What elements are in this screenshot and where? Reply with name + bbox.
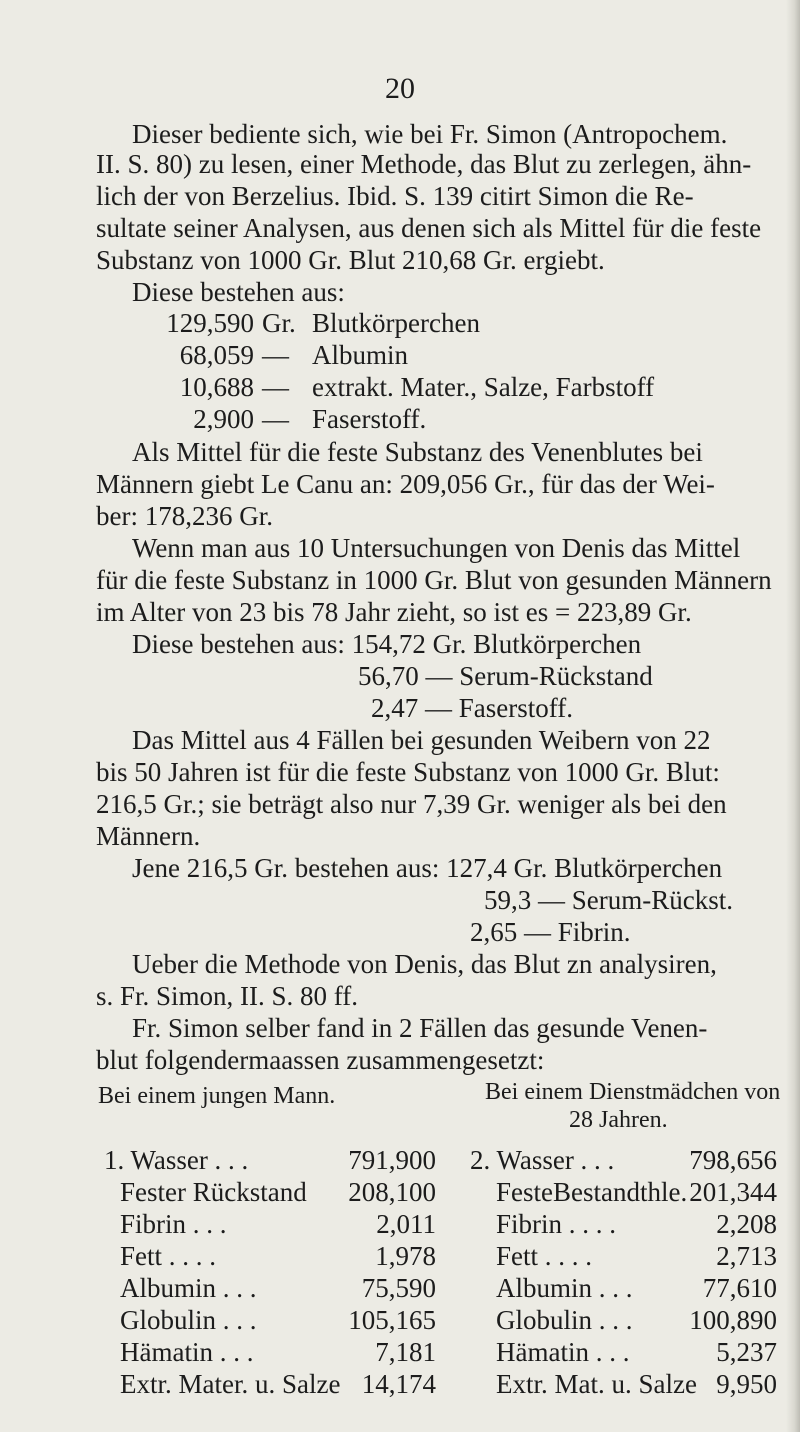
text-line: Männern giebt Le Canu an: 209,056 Gr., für das der Wei- — [96, 469, 715, 499]
table-row-value: 77,610 — [702, 1273, 777, 1303]
text-line: Dieser bediente sich, wie bei Fr. Simon (Antropochem. — [132, 119, 728, 149]
list-value: 129,590 — [166, 308, 254, 338]
text-line: ber: 178,236 Gr. — [96, 501, 273, 531]
text-line: lich der von Berzelius. Ibid. S. 139 citirt Simon die Re- — [96, 181, 694, 211]
table-row-label: Extr. Mat. u. Salze — [496, 1369, 697, 1399]
table-row-label: Hämatin . . . — [120, 1337, 254, 1367]
text-line: II. S. 80) zu lesen, einer Methode, das Blut zu zerlegen, ähn- — [96, 149, 752, 179]
table-row-label: Hämatin . . . — [496, 1337, 630, 1367]
list-label: Blutkörperchen — [312, 308, 480, 338]
list-label: extrakt. Mater., Salze, Farbstoff — [312, 372, 655, 402]
text-line: Ueber die Methode von Denis, das Blut zn analysiren, — [132, 949, 717, 979]
list-dash: — — [262, 340, 289, 370]
text-line: Als Mittel für die feste Substanz des Venenblutes bei — [132, 437, 703, 467]
table-header-right: Bei einem Dienstmädchen von — [485, 1079, 781, 1105]
table-row-label: Albumin . . . — [120, 1273, 257, 1303]
text-line: sultate seiner Analysen, aus denen sich als Mittel für die feste — [96, 213, 762, 243]
list-label: Faserstoff. — [312, 404, 427, 434]
table-row-value: 5,237 — [716, 1337, 777, 1367]
table-row-label: Fester Rückstand — [120, 1177, 307, 1207]
table-header-right-sub: 28 Jahren. — [569, 1107, 668, 1133]
table-row-label: Extr. Mater. u. Salze — [120, 1369, 341, 1399]
list-value: 10,688 — [179, 372, 254, 402]
table-header-left: Bei einem jungen Mann. — [98, 1083, 336, 1109]
table-row-label: Globulin . . . — [120, 1305, 257, 1335]
text-line: 216,5 Gr.; sie beträgt also nur 7,39 Gr. weniger als bei den — [96, 789, 727, 819]
list-value: 68,059 — [179, 340, 254, 370]
text-line: im Alter von 23 bis 78 Jahr zieht, so ist es = 223,89 Gr. — [96, 597, 692, 627]
text-line: 56,70 — Serum-Rückstand — [358, 661, 653, 691]
text-line: für die feste Substanz in 1000 Gr. Blut von gesunden Männern — [96, 565, 772, 595]
table-row-value: 105,165 — [348, 1305, 436, 1335]
table-row-value: 75,590 — [361, 1273, 436, 1303]
text-line: 2,47 — Faserstoff. — [371, 693, 573, 723]
text-line: blut folgendermaassen zusammengesetzt: — [96, 1045, 545, 1075]
page-number: 20 — [385, 72, 415, 105]
text-line: s. Fr. Simon, II. S. 80 ff. — [96, 981, 359, 1011]
table-row-value: 791,900 — [348, 1145, 436, 1175]
list-dash: — — [262, 372, 289, 402]
table-row-value: 201,344 — [689, 1177, 777, 1207]
text-line: Diese bestehen aus: 154,72 Gr. Blutkörperchen — [132, 629, 642, 659]
table-row-value: 2,208 — [716, 1209, 777, 1239]
table-row-label: Albumin . . . — [496, 1273, 633, 1303]
table-row-label: 2. Wasser . . . — [470, 1145, 615, 1175]
table-row-label: Fett . . . . — [496, 1241, 593, 1271]
table-row-value: 100,890 — [689, 1305, 777, 1335]
text-line: 59,3 — Serum-Rückst. — [484, 885, 733, 915]
table-row-label: Fett . . . . — [120, 1241, 217, 1271]
table-row-label: FesteBestandthle. — [496, 1177, 688, 1207]
table-row-value: 208,100 — [348, 1177, 436, 1207]
text-line: bis 50 Jahren ist für die feste Substanz von 1000 Gr. Blut: — [96, 757, 720, 787]
text-line: Fr. Simon selber fand in 2 Fällen das gesunde Venen- — [132, 1013, 708, 1043]
table-row-label: 1. Wasser . . . — [104, 1145, 249, 1175]
text-line: Wenn man aus 10 Untersuchungen von Denis das Mittel — [132, 533, 741, 563]
table-row-value: 798,656 — [689, 1145, 777, 1175]
text-line: Männern. — [96, 821, 201, 851]
text-line: Diese bestehen aus: — [132, 277, 345, 307]
page-edge — [786, 0, 800, 1432]
table-row-value: 14,174 — [361, 1369, 436, 1399]
list-value: 2,900 — [193, 404, 254, 434]
list-dash: Gr. — [262, 308, 296, 338]
table-row-value: 9,950 — [716, 1369, 777, 1399]
table-row-value: 2,011 — [376, 1209, 436, 1239]
table-row-value: 1,978 — [375, 1241, 436, 1271]
table-row-label: Fibrin . . . — [120, 1209, 227, 1239]
table-row-label: Fibrin . . . . — [496, 1209, 617, 1239]
table-row-value: 2,713 — [716, 1241, 777, 1271]
list-label: Albumin — [312, 340, 409, 370]
text-line: 2,65 — Fibrin. — [470, 917, 631, 947]
list-dash: — — [262, 404, 289, 434]
text-line: Das Mittel aus 4 Fällen bei gesunden Weibern von 22 — [132, 725, 711, 755]
table-row-label: Globulin . . . — [496, 1305, 633, 1335]
table-row-value: 7,181 — [375, 1337, 436, 1367]
text-line: Jene 216,5 Gr. bestehen aus: 127,4 Gr. Blutkörperchen — [132, 853, 723, 883]
text-line: Substanz von 1000 Gr. Blut 210,68 Gr. ergiebt. — [96, 245, 605, 275]
